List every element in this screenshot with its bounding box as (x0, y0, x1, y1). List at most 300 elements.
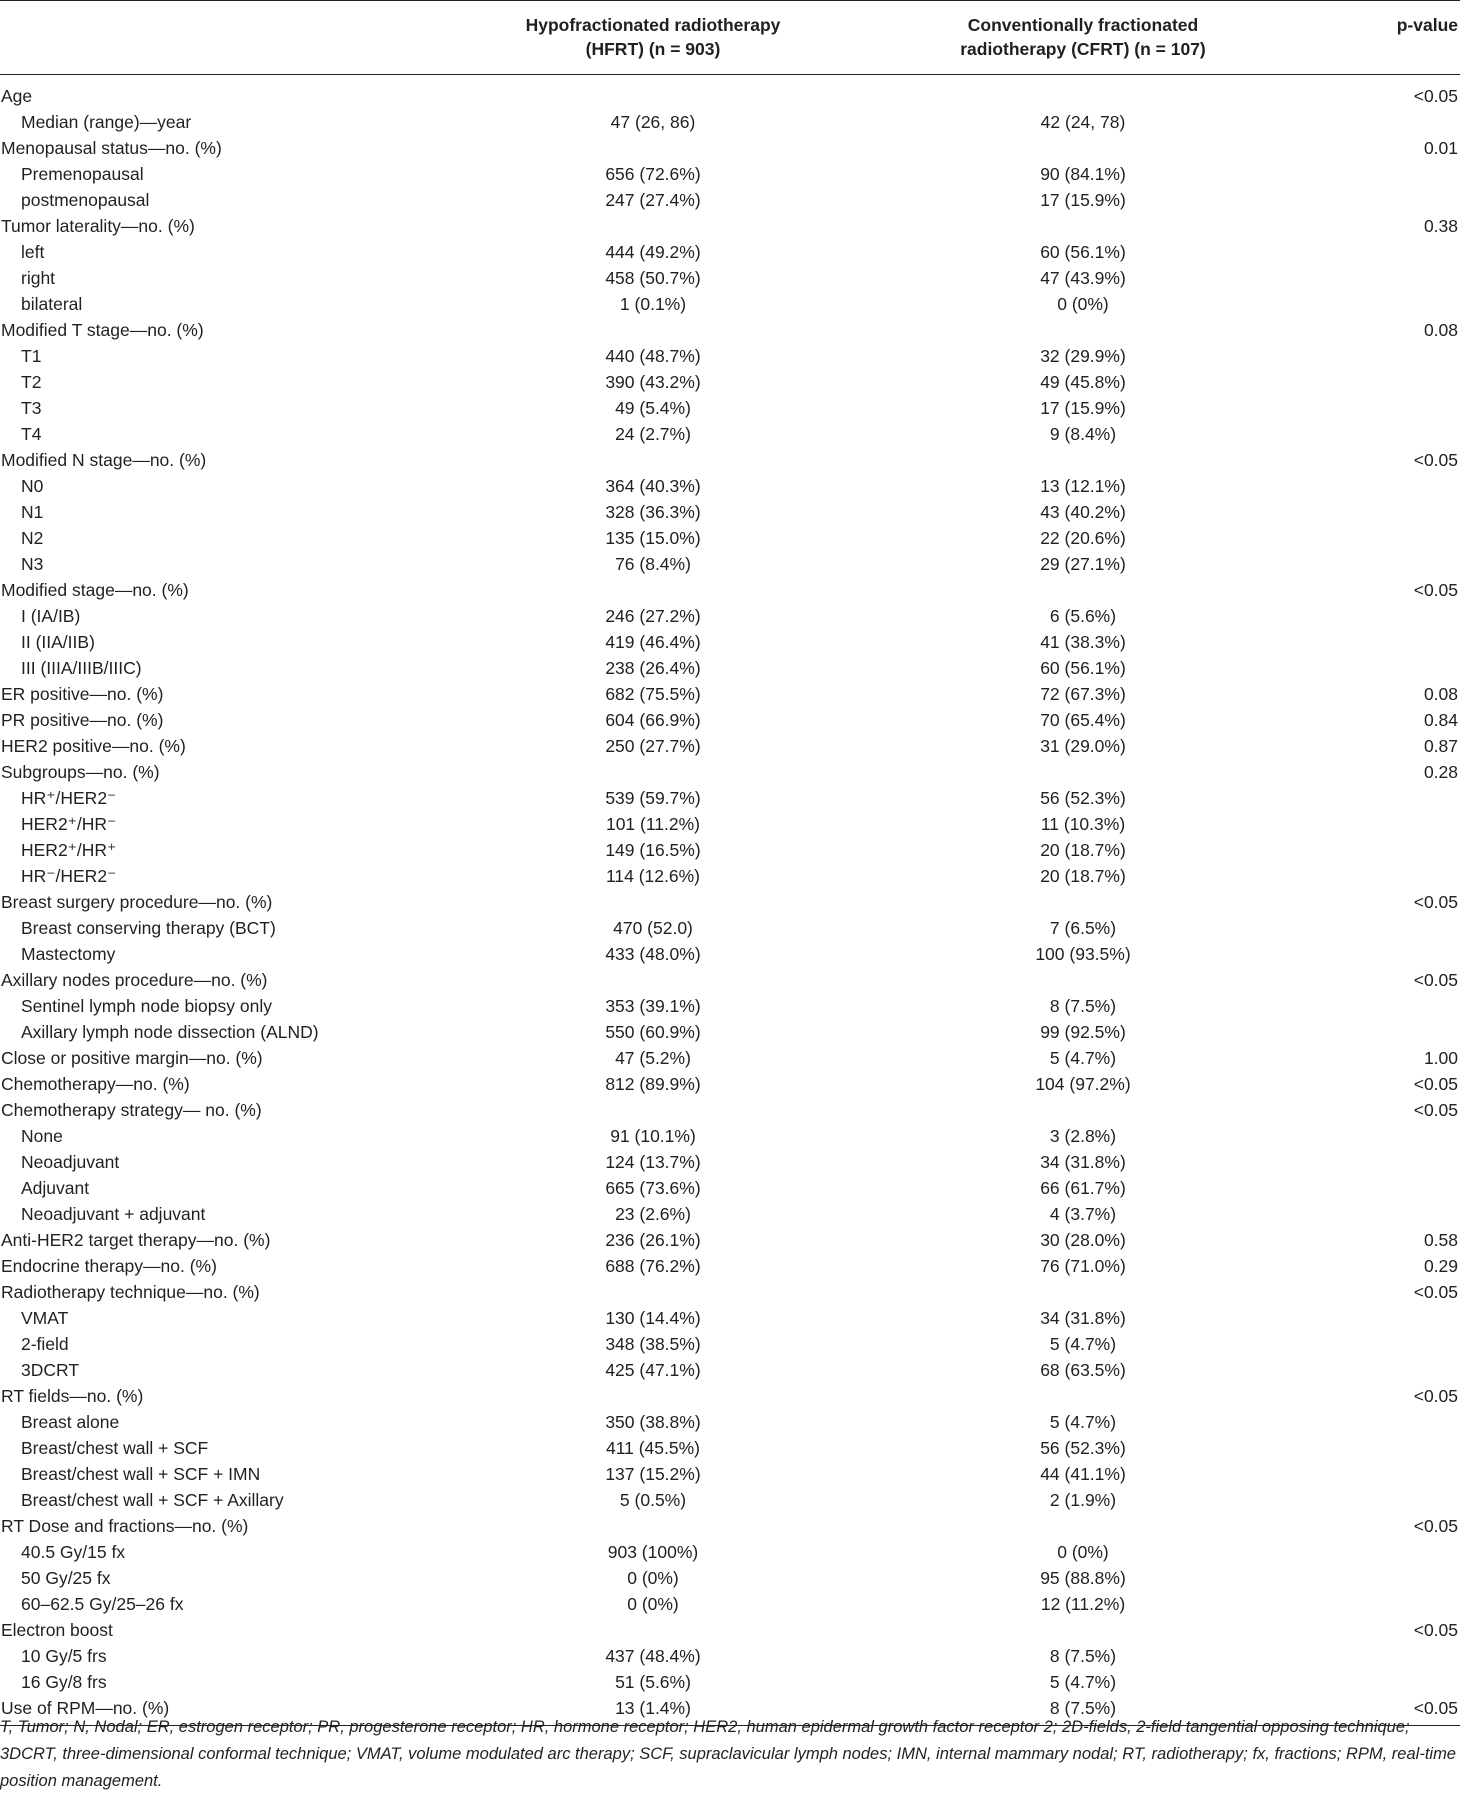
row-cfrt-value: 31 (29.0%) (1040, 735, 1126, 756)
row-label: T1 (21, 345, 42, 366)
row-p-value (1303, 1669, 1460, 1695)
row-cfrt-value: 4 (3.7%) (1049, 1203, 1117, 1224)
table-footnote: T, Tumor; N, Nodal; ER, estrogen receptor; PR, progesterone receptor; HR, hormone receptor; HER2, human epidermal growth factor receptor 2; 2D-fields, 2-field tangential opposing technique; 3DCRT, three-dimensional conformal technique; VMAT, volume modulated arc therapy; SCF, supraclavicular lymph nodes; IMN, internal mammary nodal; RT, radiotherapy; fx, fractions; RPM, real-time position management. (0, 1718, 1456, 1790)
row-hfrt-value (443, 1617, 863, 1643)
row-p-value: <0.05 (1413, 1281, 1458, 1302)
row-p-value (1303, 109, 1460, 135)
row-hfrt-value: 1 (0.1%) (619, 293, 687, 314)
row-p-value (1303, 785, 1460, 811)
row-label: HER2⁺/HR⁺ (21, 839, 117, 860)
row-cfrt-value: 44 (41.1%) (1040, 1463, 1126, 1484)
table-row (0, 1071, 1460, 1097)
row-cfrt-value: 56 (52.3%) (1040, 1437, 1126, 1458)
row-cfrt-value (863, 1279, 1303, 1305)
row-cfrt-value: 2 (1.9%) (1049, 1489, 1117, 1510)
row-p-value (1303, 811, 1460, 837)
row-cfrt-value: 32 (29.9%) (1040, 345, 1126, 366)
row-label: 50 Gy/25 fx (21, 1567, 111, 1588)
row-label: right (21, 267, 56, 288)
row-label: T3 (21, 397, 42, 418)
table-row (0, 889, 1460, 915)
row-label: VMAT (21, 1307, 69, 1328)
row-label: N2 (21, 527, 44, 548)
table-row (0, 759, 1460, 785)
row-p-value (1303, 1123, 1460, 1149)
row-p-value: <0.05 (1413, 1073, 1458, 1094)
row-label: Axillary lymph node dissection (ALND) (21, 1021, 319, 1042)
row-hfrt-value (443, 1097, 863, 1123)
row-label: Axillary nodes procedure—no. (%) (1, 969, 268, 990)
row-p-value: <0.05 (1413, 1099, 1458, 1120)
row-cfrt-value (863, 967, 1303, 993)
row-label: bilateral (21, 293, 83, 314)
row-hfrt-value (443, 317, 863, 343)
row-hfrt-value: 328 (36.3%) (605, 501, 701, 522)
row-hfrt-value: 682 (75.5%) (605, 683, 701, 704)
table-subrow (0, 837, 1460, 863)
table-subrow (0, 499, 1460, 525)
row-cfrt-value: 30 (28.0%) (1040, 1229, 1126, 1250)
row-p-value (1303, 525, 1460, 551)
row-cfrt-value (863, 1513, 1303, 1539)
header-p-value: p-value (1303, 1, 1460, 75)
header-cfrt-line2: radiotherapy (CFRT) (n = 107) (960, 39, 1206, 59)
row-cfrt-value: 60 (56.1%) (1040, 241, 1126, 262)
table-row (0, 1227, 1460, 1253)
table-row (0, 1617, 1460, 1643)
row-p-value (1303, 1539, 1460, 1565)
row-hfrt-value: 350 (38.8%) (605, 1411, 701, 1432)
row-p-value (1303, 993, 1460, 1019)
table-subrow (0, 1409, 1460, 1435)
row-label: N1 (21, 501, 44, 522)
row-label: Premenopausal (21, 163, 144, 184)
row-cfrt-value: 72 (67.3%) (1040, 683, 1126, 704)
row-label: ER positive—no. (%) (1, 683, 164, 704)
row-p-value (1303, 421, 1460, 447)
row-label: Anti-HER2 target therapy—no. (%) (1, 1229, 271, 1250)
row-cfrt-value: 90 (84.1%) (1040, 163, 1126, 184)
row-cfrt-value: 20 (18.7%) (1040, 865, 1126, 886)
row-label: N0 (21, 475, 44, 496)
row-cfrt-value: 9 (8.4%) (1049, 423, 1117, 444)
row-label: Breast/chest wall + SCF + IMN (21, 1463, 261, 1484)
row-cfrt-value: 29 (27.1%) (1040, 553, 1126, 574)
row-hfrt-value: 425 (47.1%) (605, 1359, 701, 1380)
row-cfrt-value: 7 (6.5%) (1049, 917, 1117, 938)
row-label: Neoadjuvant (21, 1151, 120, 1172)
row-p-value (1303, 187, 1460, 213)
row-p-value (1303, 369, 1460, 395)
table-subrow (0, 1149, 1460, 1175)
row-hfrt-value: 91 (10.1%) (610, 1125, 696, 1146)
row-label: III (IIIA/IIIB/IIIC) (21, 657, 142, 678)
row-label: Close or positive margin—no. (%) (1, 1047, 263, 1068)
row-cfrt-value: 49 (45.8%) (1040, 371, 1126, 392)
row-cfrt-value: 99 (92.5%) (1040, 1021, 1126, 1042)
row-cfrt-value: 70 (65.4%) (1040, 709, 1126, 730)
row-label: postmenopausal (21, 189, 150, 210)
row-label: 2-field (21, 1333, 69, 1354)
row-hfrt-value: 13 (1.4%) (443, 1695, 863, 1726)
row-hfrt-value (443, 577, 863, 603)
row-label: Endocrine therapy—no. (%) (1, 1255, 217, 1276)
row-p-value: 0.28 (1423, 761, 1458, 782)
row-hfrt-value: 353 (39.1%) (605, 995, 701, 1016)
header-characteristic (0, 1, 443, 75)
row-hfrt-value (443, 1513, 863, 1539)
table-subrow (0, 1591, 1460, 1617)
row-cfrt-value (863, 759, 1303, 785)
table-subrow (0, 655, 1460, 681)
row-p-value (1303, 1331, 1460, 1357)
row-hfrt-value (443, 135, 863, 161)
row-label: HR⁻/HER2⁻ (21, 865, 117, 886)
header-hfrt-line1: Hypofractionated radiotherapy (525, 15, 781, 35)
row-hfrt-value (443, 967, 863, 993)
row-hfrt-value: 247 (27.4%) (605, 189, 701, 210)
row-cfrt-value (863, 135, 1303, 161)
row-hfrt-value: 903 (100%) (607, 1541, 699, 1562)
row-label: Use of RPM—no. (%) (0, 1695, 443, 1726)
table-subrow (0, 811, 1460, 837)
row-p-value: 0.38 (1423, 215, 1458, 236)
row-p-value (1303, 1149, 1460, 1175)
row-label: Menopausal status—no. (%) (1, 137, 222, 158)
row-label: PR positive—no. (%) (1, 709, 164, 730)
row-label: RT fields—no. (%) (1, 1385, 144, 1406)
table-row (0, 447, 1460, 473)
row-p-value (1303, 473, 1460, 499)
row-cfrt-value: 41 (38.3%) (1040, 631, 1126, 652)
row-p-value (1303, 1461, 1460, 1487)
row-hfrt-value: 236 (26.1%) (605, 1229, 701, 1250)
table-subrow (0, 1461, 1460, 1487)
row-cfrt-value (863, 1383, 1303, 1409)
table-subrow (0, 187, 1460, 213)
row-cfrt-value: 6 (5.6%) (1049, 605, 1117, 626)
row-p-value (1303, 395, 1460, 421)
row-cfrt-value: 8 (7.5%) (863, 1695, 1303, 1726)
table-subrow (0, 1643, 1460, 1669)
table-row (0, 75, 1460, 109)
table-header (0, 1, 1460, 75)
row-p-value (1303, 1435, 1460, 1461)
row-cfrt-value: 34 (31.8%) (1040, 1307, 1126, 1328)
row-label: Breast/chest wall + SCF + Axillary (21, 1489, 284, 1510)
row-hfrt-value: 114 (12.6%) (605, 865, 701, 886)
row-cfrt-value: 12 (11.2%) (1040, 1593, 1126, 1614)
row-hfrt-value: 49 (5.4%) (615, 397, 691, 418)
row-hfrt-value: 47 (26, 86) (610, 111, 696, 132)
row-hfrt-value: 656 (72.6%) (605, 163, 701, 184)
row-label: Adjuvant (21, 1177, 90, 1198)
header-cfrt-line1: Conventionally fractionated (967, 15, 1199, 35)
row-hfrt-value: 348 (38.5%) (605, 1333, 701, 1354)
row-p-value (1303, 915, 1460, 941)
table-row (0, 1513, 1460, 1539)
row-p-value (1303, 1305, 1460, 1331)
row-label: Radiotherapy technique—no. (%) (1, 1281, 260, 1302)
table-subrow (0, 473, 1460, 499)
table-subrow (0, 265, 1460, 291)
row-cfrt-value: 5 (4.7%) (1049, 1333, 1117, 1354)
row-label: Age (1, 85, 33, 106)
row-hfrt-value: 444 (49.2%) (605, 241, 701, 262)
table-subrow (0, 603, 1460, 629)
row-p-value (1303, 161, 1460, 187)
row-label: Chemotherapy strategy— no. (%) (1, 1099, 262, 1120)
row-cfrt-value: 8 (7.5%) (1049, 1645, 1117, 1666)
row-p-value (1303, 1487, 1460, 1513)
row-cfrt-value: 20 (18.7%) (1040, 839, 1126, 860)
row-hfrt-value: 76 (8.4%) (615, 553, 691, 574)
table-subrow (0, 369, 1460, 395)
row-hfrt-value: 130 (14.4%) (605, 1307, 701, 1328)
table-row (0, 1045, 1460, 1071)
row-p-value (1303, 863, 1460, 889)
row-cfrt-value: 5 (4.7%) (1049, 1671, 1117, 1692)
table-subrow (0, 1175, 1460, 1201)
row-cfrt-value: 3 (2.8%) (1049, 1125, 1117, 1146)
row-p-value: 1.00 (1423, 1047, 1458, 1068)
row-cfrt-value: 13 (12.1%) (1040, 475, 1126, 496)
table-subrow (0, 525, 1460, 551)
row-cfrt-value (863, 447, 1303, 473)
row-label: RT Dose and fractions—no. (%) (1, 1515, 249, 1536)
table-row (0, 1097, 1460, 1123)
row-p-value (1303, 655, 1460, 681)
row-label: Sentinel lymph node biopsy only (21, 995, 272, 1016)
row-p-value: <0.05 (1413, 449, 1458, 470)
row-p-value (1303, 343, 1460, 369)
row-label: T4 (21, 423, 42, 444)
row-label: HER2 positive—no. (%) (1, 735, 186, 756)
table-subrow (0, 1435, 1460, 1461)
row-cfrt-value: 34 (31.8%) (1040, 1151, 1126, 1172)
row-cfrt-value (863, 889, 1303, 915)
row-p-value: <0.05 (1413, 891, 1458, 912)
table-subrow (0, 1331, 1460, 1357)
row-cfrt-value: 47 (43.9%) (1040, 267, 1126, 288)
table-subrow (0, 343, 1460, 369)
row-label: II (IIA/IIB) (21, 631, 95, 652)
table-row (0, 577, 1460, 603)
row-p-value: 0.08 (1423, 319, 1458, 340)
row-cfrt-value: 0 (0%) (1057, 1541, 1109, 1562)
row-hfrt-value: 135 (15.0%) (605, 527, 701, 548)
row-cfrt-value (863, 213, 1303, 239)
row-p-value (1303, 837, 1460, 863)
row-p-value: <0.05 (1413, 579, 1458, 600)
row-p-value (1303, 1175, 1460, 1201)
row-hfrt-value: 470 (52.0) (613, 917, 693, 938)
row-hfrt-value: 124 (13.7%) (605, 1151, 701, 1172)
row-hfrt-value (443, 75, 863, 109)
row-hfrt-value: 24 (2.7%) (615, 423, 691, 444)
header-hfrt-line2: (HFRT) (n = 903) (585, 39, 721, 59)
row-cfrt-value: 5 (4.7%) (1049, 1411, 1117, 1432)
header-hfrt (443, 1, 863, 75)
row-p-value: <0.05 (1413, 1619, 1458, 1640)
row-hfrt-value (443, 1279, 863, 1305)
row-p-value: <0.05 (1413, 969, 1458, 990)
table-subrow (0, 785, 1460, 811)
row-hfrt-value: 419 (46.4%) (605, 631, 701, 652)
row-p-value (1303, 1409, 1460, 1435)
header-row (0, 1, 1460, 75)
row-hfrt-value (443, 889, 863, 915)
row-label: Chemotherapy—no. (%) (1, 1073, 190, 1094)
row-label: HR⁺/HER2⁻ (21, 787, 117, 808)
row-label: Modified stage—no. (%) (1, 579, 189, 600)
row-cfrt-value: 11 (10.3%) (1040, 813, 1126, 834)
row-hfrt-value: 665 (73.6%) (605, 1177, 701, 1198)
row-hfrt-value (443, 213, 863, 239)
row-label: Tumor laterality—no. (%) (1, 215, 195, 236)
row-p-value: 0.01 (1423, 137, 1458, 158)
row-hfrt-value: 440 (48.7%) (605, 345, 701, 366)
row-label: HER2⁺/HR⁻ (21, 813, 117, 834)
table-subrow (0, 863, 1460, 889)
table-body (0, 75, 1460, 1726)
row-label: Modified T stage—no. (%) (1, 319, 204, 340)
table-subrow (0, 239, 1460, 265)
row-p-value (1303, 1643, 1460, 1669)
row-label: 16 Gy/8 frs (21, 1671, 107, 1692)
row-hfrt-value: 101 (11.2%) (605, 813, 701, 834)
row-p-value (1303, 265, 1460, 291)
table-row (0, 317, 1460, 343)
row-cfrt-value: 17 (15.9%) (1040, 397, 1126, 418)
row-p-value: 0.08 (1423, 683, 1458, 704)
row-p-value (1303, 941, 1460, 967)
table-row (0, 1279, 1460, 1305)
table-subrow (0, 395, 1460, 421)
row-cfrt-value: 104 (97.2%) (1035, 1073, 1131, 1094)
row-label: None (21, 1125, 63, 1146)
row-label: Breast conserving therapy (BCT) (21, 917, 276, 938)
table-row (0, 1383, 1460, 1409)
table-subrow (0, 1305, 1460, 1331)
table-subrow (0, 291, 1460, 317)
table-subrow (0, 1019, 1460, 1045)
row-cfrt-value: 43 (40.2%) (1040, 501, 1126, 522)
row-cfrt-value: 68 (63.5%) (1040, 1359, 1126, 1380)
row-cfrt-value: 17 (15.9%) (1040, 189, 1126, 210)
row-label: Mastectomy (21, 943, 116, 964)
row-p-value (1303, 1201, 1460, 1227)
row-label: left (21, 241, 45, 262)
row-p-value (1303, 1019, 1460, 1045)
table-subrow (0, 629, 1460, 655)
table-subrow (0, 993, 1460, 1019)
row-hfrt-value: 411 (45.5%) (605, 1437, 701, 1458)
table-subrow (0, 421, 1460, 447)
row-cfrt-value: 8 (7.5%) (1049, 995, 1117, 1016)
row-label: Subgroups—no. (%) (1, 761, 160, 782)
row-label: 60–62.5 Gy/25–26 fx (21, 1593, 184, 1614)
row-label: I (IA/IB) (21, 605, 81, 626)
row-label: 40.5 Gy/15 fx (21, 1541, 126, 1562)
table-row (0, 1253, 1460, 1279)
header-cfrt (863, 1, 1303, 75)
row-label: Breast surgery procedure—no. (%) (1, 891, 273, 912)
table-row (0, 967, 1460, 993)
row-p-value: <0.05 (1413, 85, 1458, 106)
table-row (0, 213, 1460, 239)
row-p-value: 0.87 (1423, 735, 1458, 756)
row-hfrt-value: 390 (43.2%) (605, 371, 701, 392)
row-cfrt-value (863, 75, 1303, 109)
row-label: Electron boost (1, 1619, 113, 1640)
row-label: 10 Gy/5 frs (21, 1645, 107, 1666)
table-subrow (0, 161, 1460, 187)
row-label: Breast/chest wall + SCF (21, 1437, 209, 1458)
row-hfrt-value: 149 (16.5%) (605, 839, 701, 860)
table-row (0, 135, 1460, 161)
row-hfrt-value: 47 (5.2%) (615, 1047, 691, 1068)
row-hfrt-value: 246 (27.2%) (605, 605, 701, 626)
row-hfrt-value: 539 (59.7%) (605, 787, 701, 808)
row-cfrt-value: 5 (4.7%) (1049, 1047, 1117, 1068)
table-subrow (0, 1357, 1460, 1383)
row-hfrt-value: 688 (76.2%) (605, 1255, 701, 1276)
row-cfrt-value: 66 (61.7%) (1040, 1177, 1126, 1198)
row-hfrt-value: 550 (60.9%) (605, 1021, 701, 1042)
row-p-value: <0.05 (1413, 1515, 1458, 1536)
row-hfrt-value: 250 (27.7%) (605, 735, 701, 756)
table-subrow (0, 1487, 1460, 1513)
row-cfrt-value: 95 (88.8%) (1040, 1567, 1126, 1588)
row-hfrt-value: 604 (66.9%) (605, 709, 701, 730)
row-hfrt-value: 51 (5.6%) (615, 1671, 691, 1692)
row-hfrt-value (443, 759, 863, 785)
row-label: T2 (21, 371, 42, 392)
row-cfrt-value (863, 1617, 1303, 1643)
table-row (0, 707, 1460, 733)
row-p-value (1303, 603, 1460, 629)
row-cfrt-value: 22 (20.6%) (1040, 527, 1126, 548)
row-p-value: <0.05 (1413, 1385, 1458, 1406)
row-hfrt-value: 5 (0.5%) (619, 1489, 687, 1510)
row-cfrt-value: 0 (0%) (1057, 293, 1109, 314)
row-label: Median (range)—year (21, 111, 192, 132)
row-hfrt-value (443, 447, 863, 473)
row-p-value: 0.29 (1423, 1255, 1458, 1276)
row-cfrt-value: 60 (56.1%) (1040, 657, 1126, 678)
row-hfrt-value: 812 (89.9%) (605, 1073, 701, 1094)
table-row (0, 681, 1460, 707)
row-p-value (1303, 499, 1460, 525)
row-cfrt-value (863, 317, 1303, 343)
row-p-value (1303, 239, 1460, 265)
table-subrow (0, 109, 1460, 135)
table-subrow (0, 1123, 1460, 1149)
row-hfrt-value: 364 (40.3%) (605, 475, 701, 496)
row-p-value (1303, 629, 1460, 655)
row-label: Modified N stage—no. (%) (1, 449, 207, 470)
table-subrow (0, 1201, 1460, 1227)
row-label: Breast alone (21, 1411, 120, 1432)
row-cfrt-value: 56 (52.3%) (1040, 787, 1126, 808)
row-p-value: 0.84 (1423, 709, 1458, 730)
row-hfrt-value: 137 (15.2%) (605, 1463, 701, 1484)
row-hfrt-value (443, 1383, 863, 1409)
row-hfrt-value: 433 (48.0%) (605, 943, 701, 964)
row-cfrt-value (863, 577, 1303, 603)
row-hfrt-value: 458 (50.7%) (605, 267, 701, 288)
